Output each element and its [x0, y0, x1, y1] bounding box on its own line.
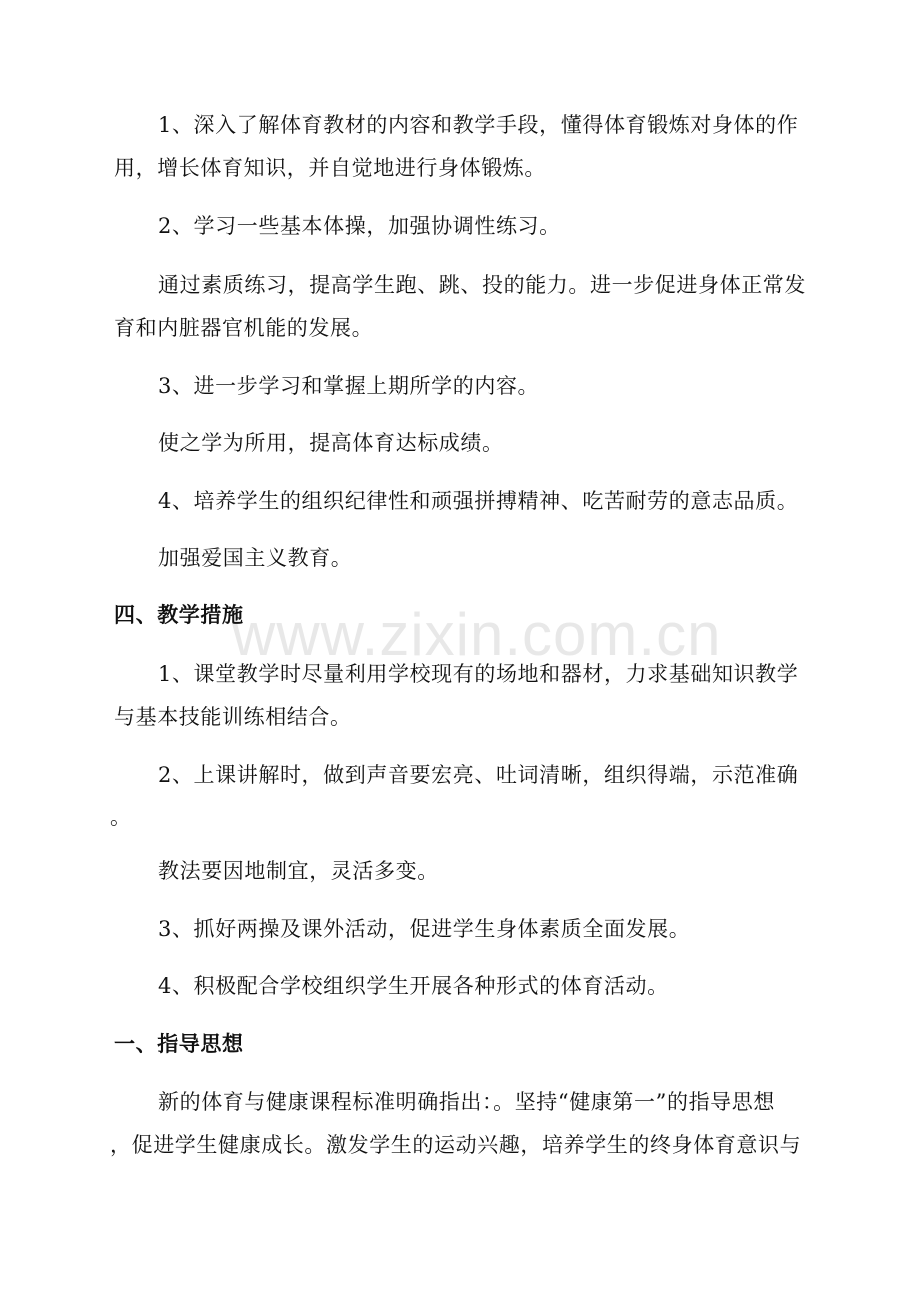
paragraph-line: 1、深入了解体育教材的内容和教学手段，懂得体育锻炼对身体的作: [158, 113, 799, 137]
paragraph-line: 育和内脏器官机能的发展。: [114, 316, 374, 340]
paragraph-line: 加强爱国主义教育。: [158, 546, 353, 570]
paragraph-line: 使之学为所用，提高体育达标成绩。: [158, 431, 504, 455]
paragraph-line: 4、培养学生的组织纪律性和顽强拼搏精神、吃苦耐劳的意志品质。: [158, 489, 799, 513]
paragraph-line: 4、积极配合学校组织学生开展各种形式的体育活动。: [158, 974, 669, 998]
paragraph-line: 3、进一步学习和掌握上期所学的内容。: [158, 374, 540, 398]
section-heading: 一、指导思想: [114, 1032, 244, 1056]
paragraph-line: 3、抓好两操及课外活动，促进学生身体素质全面发展。: [158, 917, 691, 941]
paragraph-line: 2、学习一些基本体操，加强协调性练习。: [158, 214, 561, 238]
watermark: www.zixin.com.cn: [232, 601, 722, 668]
paragraph-line: 用，增长体育知识，并自觉地进行身体锻炼。: [114, 156, 546, 180]
paragraph-line: 新的体育与健康课程标准明确指出：。坚持“健康第一”的指导思想: [158, 1090, 775, 1114]
paragraph-line: 通过素质练习，提高学生跑、跳、投的能力。进一步促进身体正常发: [158, 273, 806, 297]
section-heading: 四、教学措施: [114, 603, 244, 627]
paragraph-line: ，促进学生健康成长。激发学生的运动兴趣，培养学生的终身体育意识与: [110, 1133, 802, 1157]
paragraph-line: 教法要因地制宜，灵活多变。: [158, 859, 439, 883]
paragraph-line: 与基本技能训练相结合。: [114, 705, 352, 729]
paragraph-line: 1、课堂教学时尽量利用学校现有的场地和器材，力求基础知识教学: [158, 662, 799, 686]
paragraph-line: 2、上课讲解时，做到声音要宏亮、吐词清晰，组织得端，示范准确: [158, 763, 799, 787]
paragraph-line: 。: [110, 805, 132, 829]
